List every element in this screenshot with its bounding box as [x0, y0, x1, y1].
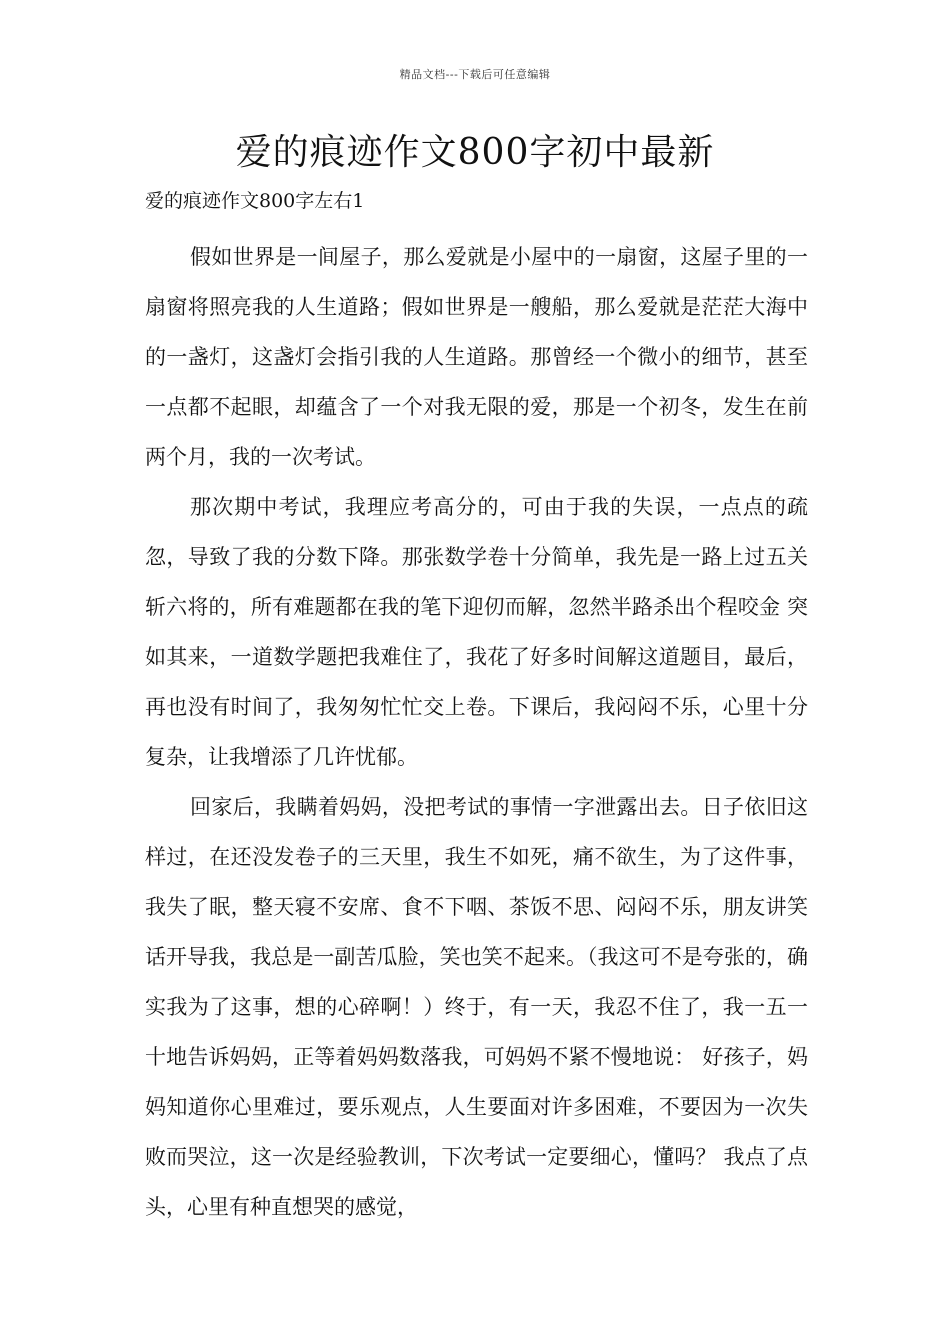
section-subtitle: 爱的痕迹作文800字左右1 [145, 190, 365, 212]
body-text [145, 232, 808, 1232]
paragraph: 回家后，我瞒着妈妈，没把考试的事情一字泄露出去。日子依旧这样过，在还没发卷子的三天里，我生不如死，痛不欲生，为了这件事，我失了眠，整天寝不安席、食不下咽、茶饭不思、闷闷不乐，朋友讲笑话开导我，我总是一副苦瓜脸，笑也笑不起来。（我这可不是夸张的，确实我为了这事，想的心碎啊！）终于，有一天，我忍不住了，我一五一十地告诉妈妈，正等着妈妈数落我，可妈妈不紧不慢地说： 好孩子，妈妈知道你心里难过，要乐观点，人生要面对许多困难，不要因为一次失败而哭泣，这一次是经验教训，下次考试一定要细心，懂吗？ 我点了点头，心里有种直想哭的感觉， [145, 795, 808, 1219]
paragraph: 假如世界是一间屋子，那么爱就是小屋中的一扇窗，这屋子里的一扇窗将照亮我的人生道路；假如世界是一艘船，那么爱就是茫茫大海中的一盏灯，这盏灯会指引我的人生道路。那曾经一个微小的细节，甚至一点都不起眼，却蕴含了一个对我无限的爱，那是一个初冬，发生在前两个月，我的一次考试。 [145, 245, 808, 469]
header-note: 精品文档---下载后可任意编辑 [399, 68, 551, 81]
paragraph: 那次期中考试，我理应考高分的，可由于我的失误，一点点的疏忽，导致了我的分数下降。那张数学卷十分简单，我先是一路上过五关斩六将的，所有难题都在我的笔下迎仞而解，忽然半路杀出个程咬金 突如其来，一道数学题把我难住了，我花了好多时间解这道题目，最后，再也没有时间了，我匆匆忙忙交上卷。下课后，我闷闷不乐，心里十分复杂，让我增添了几许忧郁。 [145, 495, 808, 769]
document-title: 爱的痕迹作文800字初中最新 [235, 132, 715, 173]
